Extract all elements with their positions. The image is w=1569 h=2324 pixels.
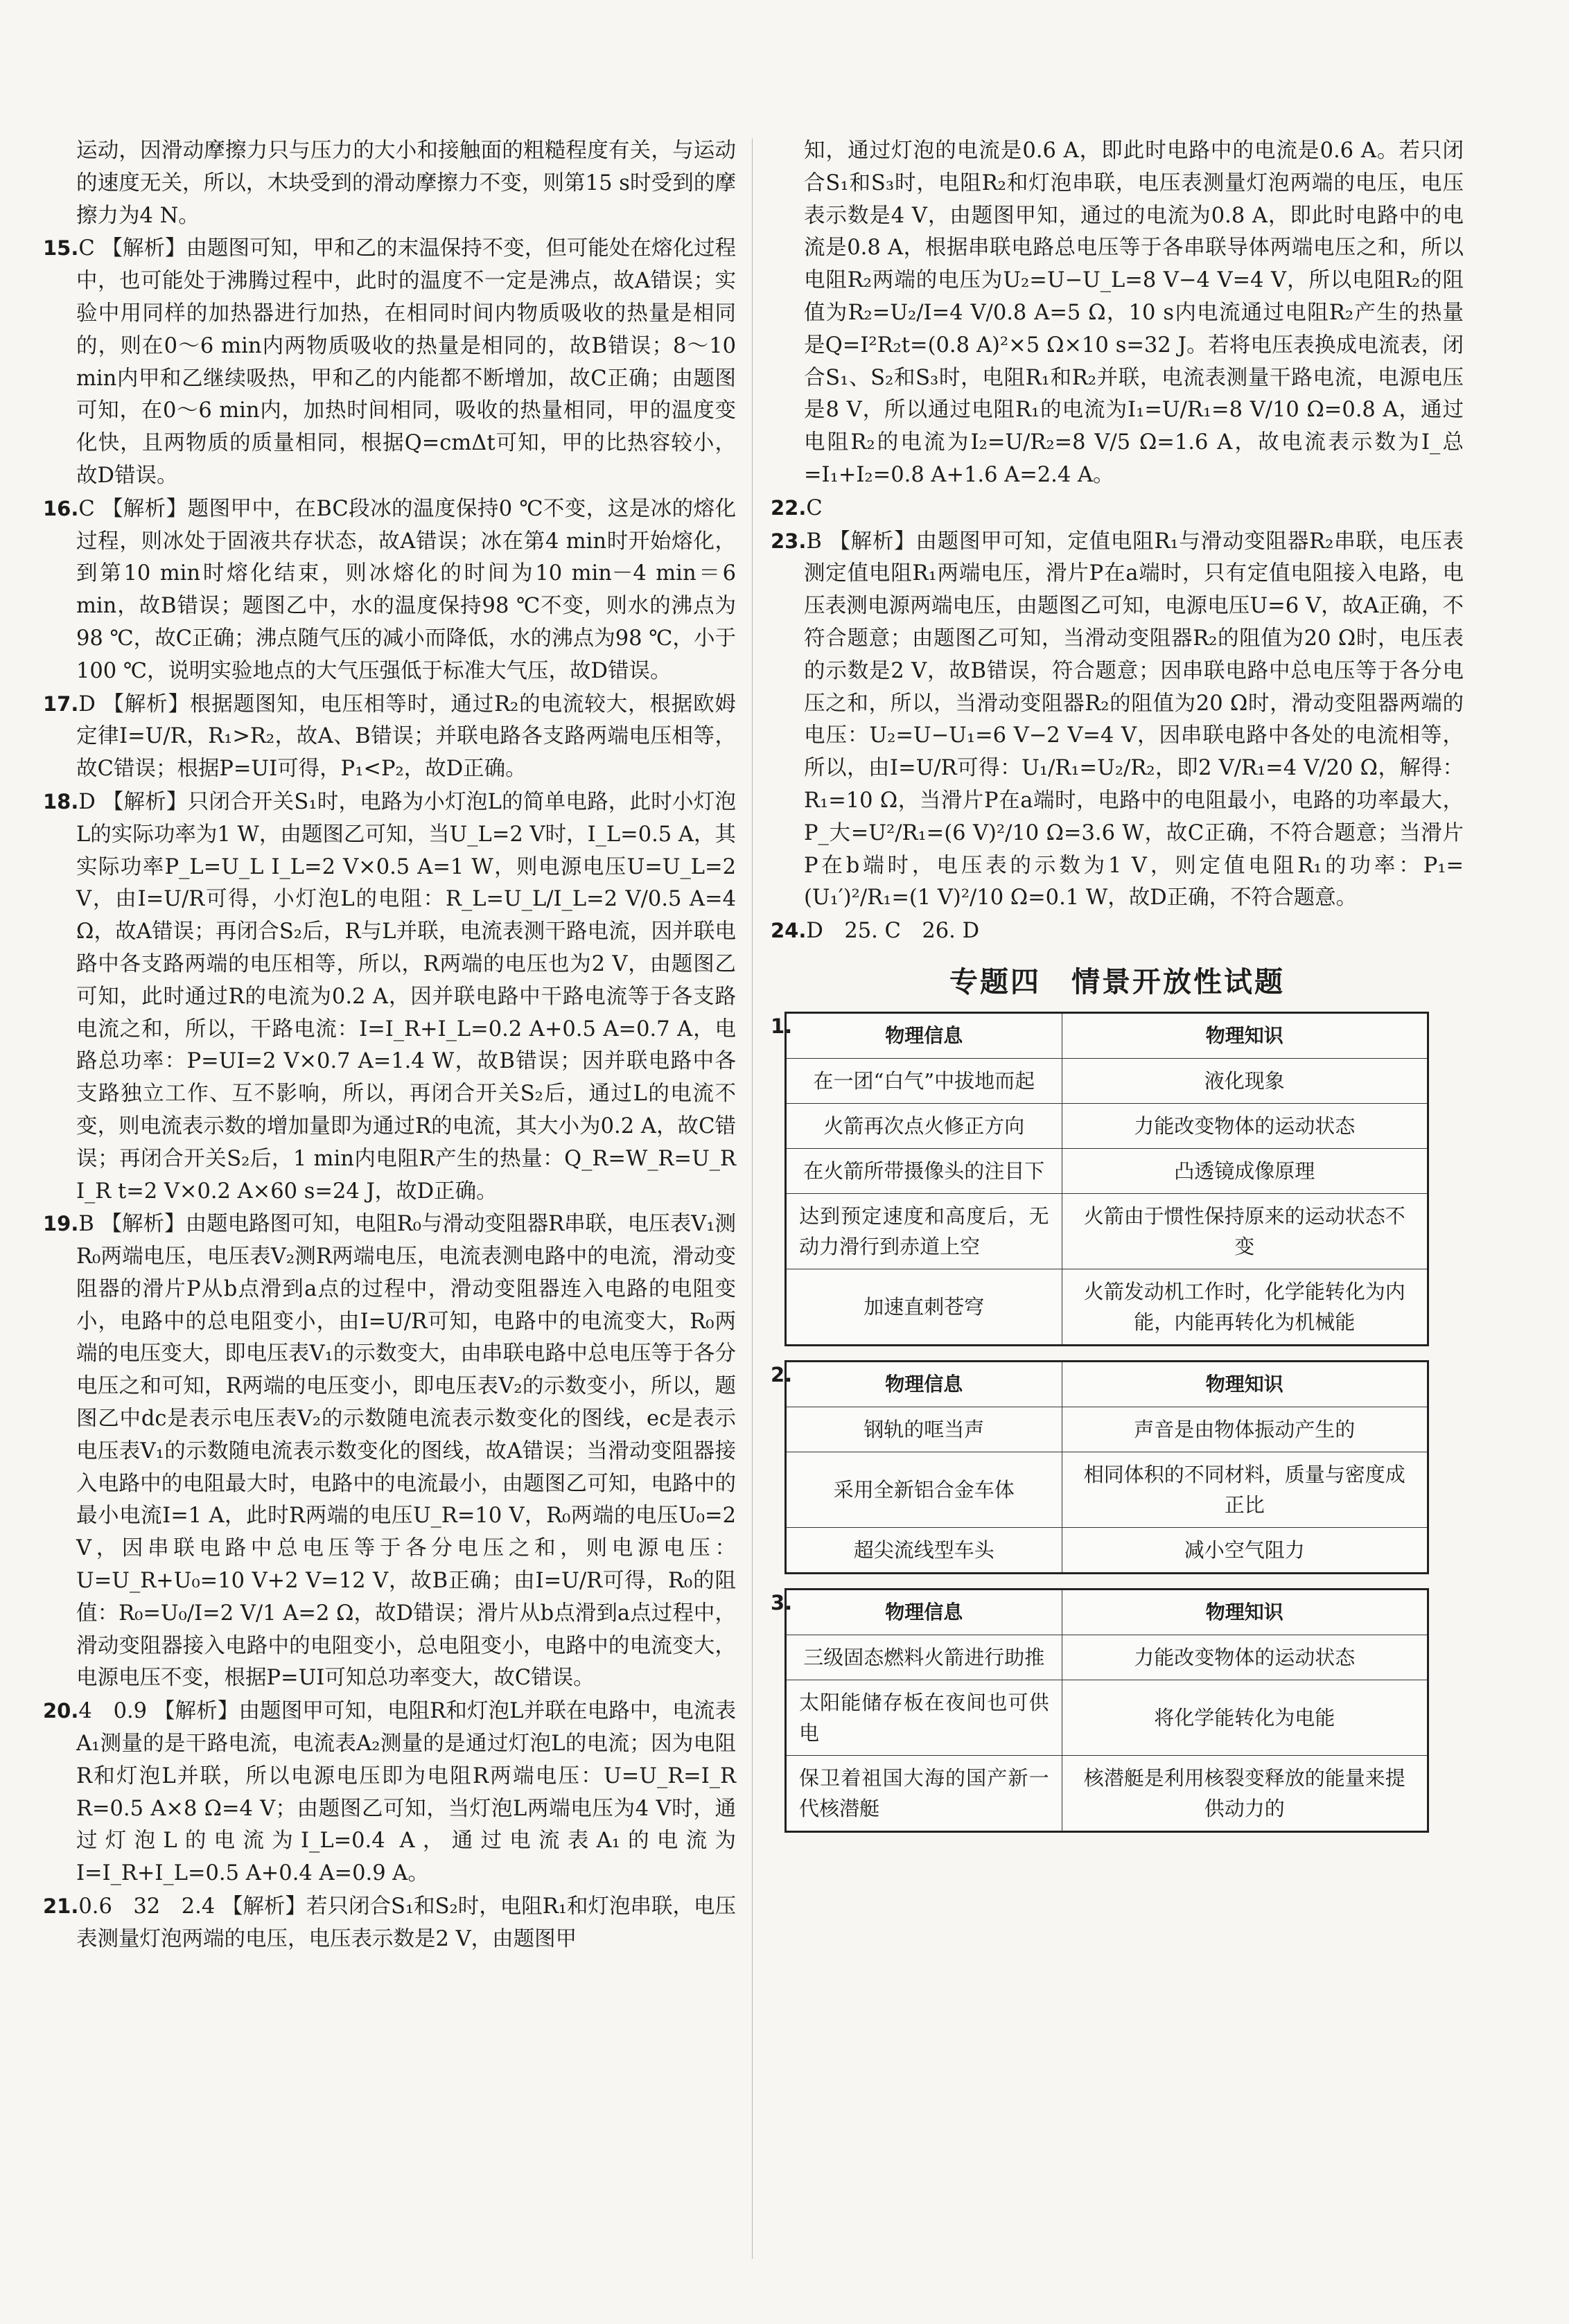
- left_column-item: [43, 135, 736, 232]
- question-number: 24.: [771, 919, 807, 943]
- table-cell: 力能改变物体的运动状态: [1062, 1635, 1428, 1680]
- answer-table-block: [771, 1588, 1464, 1833]
- table-cell: 超尖流线型车头: [786, 1527, 1062, 1573]
- table-header-cell: 物理知识: [1062, 1361, 1428, 1407]
- answer-text: D 【解析】根据题图知，电压相等时，通过R₂的电流较大，根据欧姆定律I=U/R，R₁>R₂，故A、B错误；并联电路各支路两端电压相等，故C错误；根据P=UI可得，P₁<P₂，故D正确。: [76, 692, 736, 782]
- table-header-cell: 物理信息: [786, 1361, 1062, 1407]
- table-cell: 达到预定速度和高度后，无动力滑行到赤道上空: [786, 1193, 1062, 1269]
- answer-text: B 【解析】由题电路图可知，电阻R₀与滑动变阻器R串联，电压表V₁测R₀两端电压，电压表V₂测R两端电压，电流表测电路中的电流，滑动变阻器的滑片P从b点滑到a点的过程中，滑动变阻器连入电路的电阻变小，电路中的总电阻变小，由I=U/R可知，电路中的电流变大，R₀两端的电压变大，即电压表V₁的示数变大，由串联电路中总电压等于各分电压之和可知，R两端的电压变小，即电压表V₂的示数变小，所以，题图乙中dc是表示电压表V₂的示数随电流表示数变化的图线，ec是表示电压表V₁的示数随电流表示数变化的图线，故A错误；当滑动变阻器接入电路中的电阻最大时，电路中的电流最小，由题图乙可知，电路中的最小电流I=1 A，此时R两端的电压U_R=10 V，R₀两端的电压U₀=2 V，因串联电路中总电压等于各分电压之和，则电源电压：U=U_R+U₀=10 V+2 V=12 V，故B正确；由I=U/R可得，R₀的阻值：R₀=U₀/I=2 V/1 A=2 Ω，故D错误；滑片从b点滑到a点过程中，滑动变阻器接入电路中的电阻变小，总电阻变小，电路中的电流变大，电源电压不变，根据P=UI可知总功率变大，故C错误。: [76, 1212, 736, 1691]
- question-number: 21.: [43, 1894, 79, 1919]
- answer-text: D 【解析】只闭合开关S₁时，电路为小灯泡L的简单电路，此时小灯泡L的实际功率为1 W，由题图乙可知，当U_L=2 V时，I_L=0.5 A，其实际功率P_L=U_L I_L=2 V×0.5 A=1 W，则电源电压U=U_L=2 V，由I=U/R可得，小灯泡L的电阻：R_L=U_L/I_L=2 V/0.5 A=4 Ω，故A错误；再闭合S₂后，R与L并联，电流表测干路电流，因并联电路中各支路两端的电压相等，所以，R两端的电压也为2 V，由题图乙可知，此时通过R的电流为0.2 A，因并联电路中干路电流等于各支路电流之和，所以，干路电流：I=I_R+I_L=0.2 A+0.5 A=0.7 A，电路总功率：P=UI=2 V×0.7 A=1.4 W，故B错误；因并联电路中各支路独立工作、互不影响，所以，再闭合开关S₂后，通过L的电流不变，则电流表示数的增加量即为通过R的电流，其大小为0.2 A，故C错误；再闭合开关S₂后，1 min内电阻R产生的热量：Q_R=W_R=U_R I_R t=2 V×0.2 A×60 s=24 J，故D正确。: [76, 789, 736, 1204]
- table-cell: 火箭发动机工作时，化学能转化为内能，内能再转化为机械能: [1062, 1269, 1428, 1345]
- table-cell: 将化学能转化为电能: [1062, 1680, 1428, 1755]
- table-row: [786, 1193, 1428, 1269]
- answer-text: B 【解析】由题图甲可知，定值电阻R₁与滑动变阻器R₂串联，电压表测定值电阻R₁两端电压，滑片P在a端时，只有定值电阻接入电路，电压表测电源两端电压，由题图乙可知，电源电压U=6 V，故A正确，不符合题意；由题图乙可知，当滑动变阻器R₂的阻值为20 Ω时，电压表的示数是2 V，故B错误，符合题意；因串联电路中总电压等于各分电压之和，所以，当滑动变阻器R₂的阻值为20 Ω时，滑动变阻器两端的电压：U₂=U−U₁=6 V−2 V=4 V，因串联电路中各处的电流相等，所以，由I=U/R可得：U₁/R₁=U₂/R₂，即2 V/R₁=4 V/20 Ω，解得：R₁=10 Ω，当滑片P在a端时，电路中的电阻最小，电路的功率最大，P_大=U²/R₁=(6 V)²/10 Ω=3.6 W，故C正确，不符合题意；当滑片P在b端时，电压表的示数为1 V，则定值电阻R₁的功率：P₁=(U₁′)²/R₁=(1 V)²/10 Ω=0.1 W，故D正确，不符合题意。: [804, 529, 1464, 910]
- table-header-cell: 物理知识: [1062, 1012, 1428, 1058]
- table-row: [786, 1527, 1428, 1573]
- table-row: [786, 1103, 1428, 1148]
- left_column-item: [43, 493, 736, 688]
- table-cell: 火箭由于惯性保持原来的运动状态不变: [1062, 1193, 1428, 1269]
- table-cell: 减小空气阻力: [1062, 1527, 1428, 1573]
- left_column-item: [43, 232, 736, 492]
- left_column-item: [43, 688, 736, 786]
- question-number: 22.: [771, 495, 807, 520]
- answer-text: C 【解析】由题图可知，甲和乙的末温保持不变，但可能处在熔化过程中，也可能处于沸腾过程中，此时的温度不一定是沸点，故A错误；实验中用同样的加热器进行加热，在相同时间内物质吸收的热量是相同的，则在0～6 min内两物质吸收的热量是相同的，故B错误；8～10 min内甲和乙继续吸热，甲和乙的内能都不断增加，故C正确；由题图可知，在0～6 min内，加热时间相同，吸收的热量相同，甲的温度变化快，且两物质的质量相同，根据Q=cmΔt可知，甲的比热容较小，故D错误。: [76, 236, 736, 488]
- right-answers: [771, 135, 1464, 948]
- question-number: 16.: [43, 496, 79, 520]
- answer-text: C: [806, 495, 823, 520]
- table-row: [786, 1269, 1428, 1345]
- answer-text: 4 0.9 【解析】由题图甲可知，电阻R和灯泡L并联在电路中，电流表A₁测量的是干路电流，电流表A₂测量的是通过灯泡L的电流；因为电阻R和灯泡L并联，所以电源电压即为电阻R两端电压：U=U_R=I_R R=0.5 A×8 Ω=4 V；由题图乙可知，当灯泡L两端电压为4 V时，通过灯泡L的电流为I_L=0.4 A，通过电流表A₁的电流为I=I_R+I_L=0.5 A+0.4 A=0.9 A。: [76, 1699, 736, 1886]
- table-header-cell: 物理信息: [786, 1589, 1062, 1635]
- table-row: [786, 1058, 1428, 1103]
- table-header-row: [786, 1361, 1428, 1407]
- table-cell: 采用全新铝合金车体: [786, 1452, 1062, 1527]
- table-cell: 加速直刺苍穹: [786, 1269, 1062, 1345]
- answer-table-block: [771, 1360, 1464, 1574]
- table-cell: 力能改变物体的运动状态: [1062, 1103, 1428, 1148]
- table-row: [786, 1407, 1428, 1452]
- table-number: 2.: [771, 1362, 793, 1387]
- left_column-item: [43, 1890, 736, 1956]
- table-cell: 凸透镜成像原理: [1062, 1148, 1428, 1193]
- question-number: 23.: [771, 529, 807, 553]
- left-column: [43, 135, 736, 1956]
- table-cell: 在一团“白气”中拔地而起: [786, 1058, 1062, 1103]
- question-number: 17.: [43, 692, 79, 716]
- question-number: 15.: [43, 236, 79, 261]
- table-header-row: [786, 1012, 1428, 1058]
- right-column: [771, 135, 1464, 1847]
- left_column-item: [43, 786, 736, 1208]
- column-divider: [752, 139, 753, 2259]
- table-row: [786, 1452, 1428, 1527]
- answer-text: D 25. C 26. D: [806, 919, 980, 944]
- right_column-item: [771, 915, 1464, 948]
- answer-table: [784, 1360, 1429, 1574]
- answer-text: 0.6 32 2.4 【解析】若只闭合S₁和S₂时，电阻R₁和灯泡串联，电压表测量灯泡两端的电压，电压表示数是2 V，由题图甲: [76, 1894, 736, 1951]
- answer-table: [784, 1012, 1429, 1346]
- table-number: 1.: [771, 1014, 793, 1038]
- answer-text: C 【解析】题图甲中，在BC段冰的温度保持0 ℃不变，这是冰的熔化过程，则冰处于固液共存状态，故A错误；冰在第4 min时开始熔化，到第10 min时熔化结束，则冰熔化的时间为10 min－4 min＝6 min，故B错误；题图乙中，水的温度保持98 ℃不变，则水的沸点为98 ℃，故C正确；沸点随气压的减小而降低，水的沸点为98 ℃，小于100 ℃，说明实验地点的大气压强低于标准大气压，故D错误。: [76, 496, 736, 683]
- table-header-cell: 物理信息: [786, 1012, 1062, 1058]
- table-cell: 相同体积的不同材料，质量与密度成正比: [1062, 1452, 1428, 1527]
- answer-text: 运动，因滑动摩擦力只与压力的大小和接触面的粗糙程度有关，与运动的速度无关，所以，木块受到的滑动摩擦力不变，则第15 s时受到的摩擦力为4 N。: [76, 139, 736, 228]
- table-header-cell: 物理知识: [1062, 1589, 1428, 1635]
- table-cell: 核潜艇是利用核裂变释放的能量来提供动力的: [1062, 1755, 1428, 1831]
- table-cell: 钢轨的哐当声: [786, 1407, 1062, 1452]
- table-cell: 液化现象: [1062, 1058, 1428, 1103]
- table-row: [786, 1680, 1428, 1755]
- table-cell: 太阳能储存板在夜间也可供电: [786, 1680, 1062, 1755]
- right_column-item: [771, 492, 1464, 525]
- table-cell: 声音是由物体振动产生的: [1062, 1407, 1428, 1452]
- table-cell: 保卫着祖国大海的国产新一代核潜艇: [786, 1755, 1062, 1831]
- table-number: 3.: [771, 1590, 793, 1614]
- answer-table-block: [771, 1012, 1464, 1346]
- question-number: 20.: [43, 1699, 79, 1723]
- table-cell: 三级固态燃料火箭进行助推: [786, 1635, 1062, 1680]
- question-number: 18.: [43, 789, 79, 813]
- table-row: [786, 1755, 1428, 1831]
- question-number: 19.: [43, 1212, 79, 1236]
- table-cell: 火箭再次点火修正方向: [786, 1103, 1062, 1148]
- right_column-item: [771, 525, 1464, 915]
- table-cell: 在火箭所带摄像头的注目下: [786, 1148, 1062, 1193]
- table-row: [786, 1635, 1428, 1680]
- answer-text: 知，通过灯泡的电流是0.6 A，即此时电路中的电流是0.6 A。若只闭合S₁和S₃时，电阻R₂和灯泡串联，电压表测量灯泡两端的电压，电压表示数是4 V，由题图甲知，通过的电流为0.8 A，即此时电路中的电流是0.8 A，根据串联电路总电压等于各串联导体两端电压之和，所以电阻R₂两端的电压为U₂=U−U_L=8 V−4 V=4 V，所以电阻R₂的阻值为R₂=U₂/I=4 V/0.8 A=5 Ω，10 s内电流通过电阻R₂产生的热量是Q=I²R₂t=(0.8 A)²×5 Ω×10 s=32 J。若将电压表换成电流表，闭合S₁、S₂和S₃时，电阻R₁和R₂并联，电流表测量干路电流，电源电压是8 V，所以通过电阻R₁的电流为I₁=U/R₁=8 V/10 Ω=0.8 A，通过电阻R₂的电流为I₂=U/R₂=8 V/5 Ω=1.6 A，故电流表示数为I_总=I₁+I₂=0.8 A+1.6 A=2.4 A。: [804, 139, 1464, 487]
- left_column-item: [43, 1208, 736, 1695]
- table-header-row: [786, 1589, 1428, 1635]
- section-title: 专题四 情景开放性试题: [949, 965, 1285, 998]
- right_column-item: [771, 135, 1464, 492]
- left_column-item: [43, 1695, 736, 1890]
- tables-area: [771, 1012, 1464, 1833]
- answer-table: [784, 1588, 1429, 1833]
- table-row: [786, 1148, 1428, 1193]
